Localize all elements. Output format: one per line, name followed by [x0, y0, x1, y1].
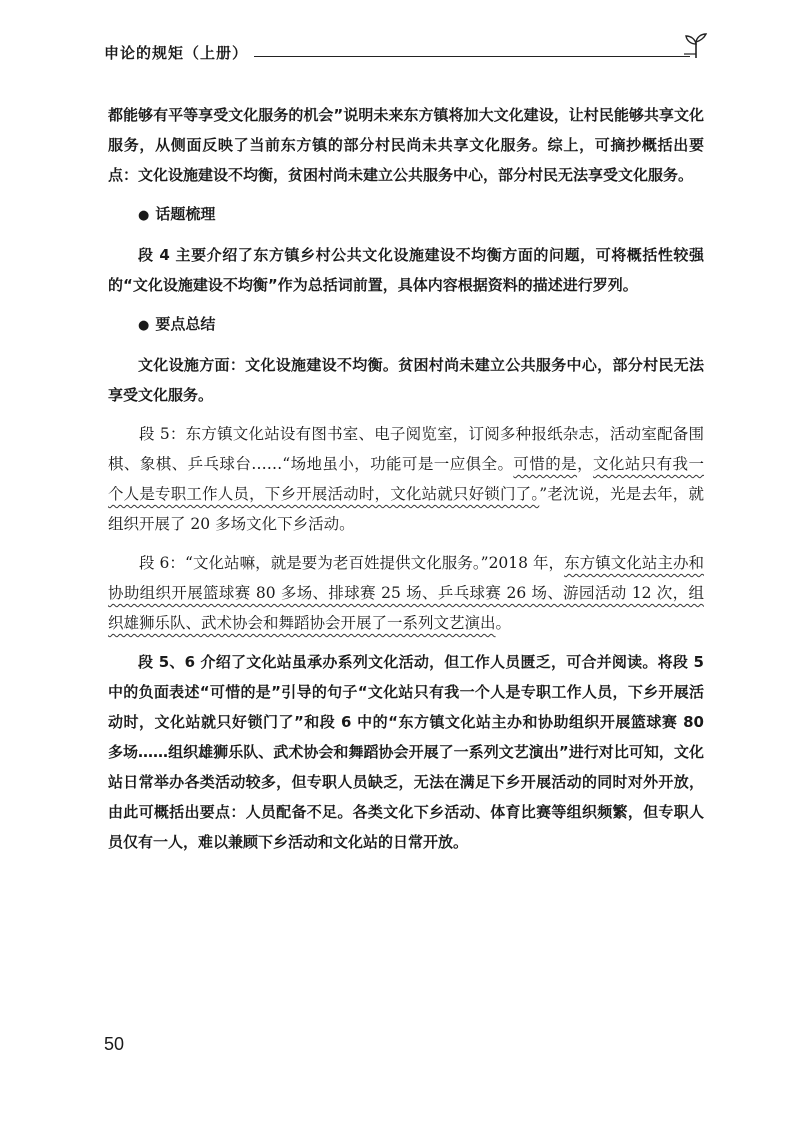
- p4-text-e: ”老沈说，光是去年，就组织开展了 20 多场文化下乡活动。: [108, 485, 704, 533]
- p5-text-a: 段 6：“文化站嘛，就是要为老百姓提供文化服务。”2018 年，: [139, 554, 565, 572]
- paragraph-5-source: [108, 548, 704, 638]
- p4-underlined-b: 可惜的是: [513, 455, 578, 473]
- paragraph-4-source: [108, 419, 704, 539]
- body-text: [108, 100, 704, 866]
- heading-key-points: ● 要点总结: [108, 309, 704, 341]
- p4-underlined-d: 文化站只有我一个人是专职工作人员，下乡开展活动时，文化站就只好锁门了。: [108, 455, 704, 503]
- p4-text-c: ，: [577, 455, 593, 473]
- p5-text-c: 。: [495, 614, 512, 632]
- paragraph-2: 段 4 主要介绍了东方镇乡村公共文化设施建设不均衡方面的问题，可将概括性较强的“文化设施建设不均衡”作为总括词前置，具体内容根据资料的描述进行罗列。: [108, 246, 704, 294]
- p4-text-a: 段 5：东方镇文化站设有图书室、电子阅览室，订阅多种报纸杂志，活动室配备围棋、象棋、乒乓球台……“场地虽小，功能可是一应俱全。: [108, 425, 704, 473]
- header-title: 申论的规矩（上册）: [104, 44, 249, 62]
- sprout-icon: [682, 32, 710, 60]
- heading-topic-review: ● 话题梳理: [108, 199, 704, 231]
- header-rule: [254, 56, 690, 57]
- paragraph-6: 段 5、6 介绍了文化站虽承办系列文化活动，但工作人员匮乏，可合并阅读。将段 5 中的负面表述“可惜的是”引导的句子“文化站只有我一个人是专职工作人员，下乡开展活动时，文化站就只好锁门了”和段 6 中的“东方镇文化站主办和协助组织开展篮球赛 80 多场……组织雄狮乐队、武术协会和舞蹈协会开展了一系列文艺演出”进行对比可知，文化站日常举办各类活动较多，但专职人员缺乏，无法在满足下乡开展活动的同时对外开放，由此可概括出要点：人员配备不足。各类文化下乡活动、体育比赛等组织频繁，但专职人员仅有一人，难以兼顾下乡活动和文化站的日常开放。: [108, 653, 704, 851]
- p5-underlined-b: 东方镇文化站主办和协助组织开展篮球赛 80 多场、排球赛 25 场、乒乓球赛 26 场、游园活动 12 次，组织雄狮乐队、武术协会和舞蹈协会开展了一系列文艺演出: [108, 554, 704, 632]
- paragraph-1: 都能够有平等享受文化服务的机会”说明未来东方镇将加大文化建设，让村民能够共享文化服务，从侧面反映了当前东方镇的部分村民尚未共享文化服务。综上，可摘抄概括出要点：文化设施建设不均衡，贫困村尚未建立公共服务中心，部分村民无法享受文化服务。: [108, 106, 704, 184]
- paragraph-3: 文化设施方面：文化设施建设不均衡。贫困村尚未建立公共服务中心，部分村民无法享受文化服务。: [108, 356, 704, 404]
- page-number: 50: [104, 1034, 125, 1054]
- page-header: [104, 34, 710, 64]
